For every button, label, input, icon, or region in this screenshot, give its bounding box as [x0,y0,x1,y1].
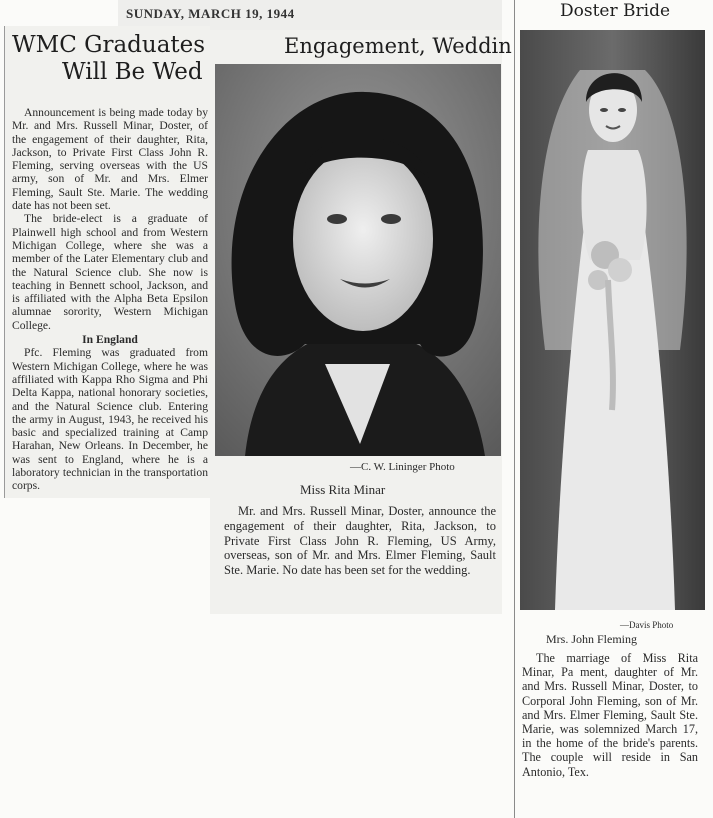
right-article [514,0,713,818]
right-caption-name: Mrs. John Fleming [546,632,638,646]
left-paragraph-3: Pfc. Fleming was graduated from Western Michigan College, where he was affiliated with Kappa Rho Sigma and Phi Delta Kappa, national honorary societies, and the Natural Science club. Entering the army in August, 1943, he received his basic and specialized training at Camp Harahan, New Orleans. In December, he was sent to England, where he is a laboratory technician in the transportation corps. [12,346,208,493]
right-headline: Doster Bride [560,1,671,21]
left-headline-line1: WMC Graduates [12,32,206,58]
middle-article [210,30,512,614]
left-article-border [4,26,5,498]
left-paragraph-1: Announcement is being made today by Mr. and Mrs. Russell Minar, Doster, of the engagement of their daughter, Rita, Jackson, to Private First Class John R. Fleming, serving overseas with the US army, son of Mr. and Mrs. Elmer Fleming, Sault Ste. Marie. The wedding date has not been set. [12,106,208,213]
engagement-photo [215,64,501,456]
bride-portrait-image [520,30,705,610]
left-subhead: In England [82,333,138,347]
right-photo-credit: —Davis Photo [620,620,674,630]
engagement-portrait-image [215,64,501,456]
left-paragraph-2: The bride-elect is a graduate of Plainwell high school and from Western Michigan College, where she was a member of the Later Elementary club and the Natural Science club. She now is teaching in Bennett school, Jackson, and is affiliated with the Alpha Beta Epsilon alumnae sorority, Western Michigan College. [12,212,208,332]
left-article [4,26,210,498]
middle-photo-credit: —C. W. Lininger Photo [350,461,455,473]
left-headline-line2: Will Be Wed [62,59,203,85]
left-article-body [12,106,208,493]
right-column-divider [514,0,515,818]
dateline: SUNDAY, MARCH 19, 1944 [126,6,295,21]
middle-headline: Engagement, Weddin [284,34,512,58]
bride-photo [520,30,705,610]
middle-article-body: Mr. and Mrs. Russell Minar, Doster, announce the engagement of their daughter, Rita, Jackson, to Private First Class John R. Fleming, US Army, overseas, son of Mr. and Mrs. Elmer Fleming, Sault Ste. Marie. No date has been set for the wedding. [224,504,496,578]
middle-caption-name: Miss Rita Minar [300,482,386,497]
right-article-body: The marriage of Miss Rita Minar, Pa ment, daughter of Mr. and Mrs. Russell Minar, Doster, to Corporal John Fleming, son of Mr. and Mrs. Elmer Fleming, Sault Ste. Marie, was solemnized March 17, in the home of the bride's parents. The couple will reside in San Antonio, Tex. [522,651,698,779]
